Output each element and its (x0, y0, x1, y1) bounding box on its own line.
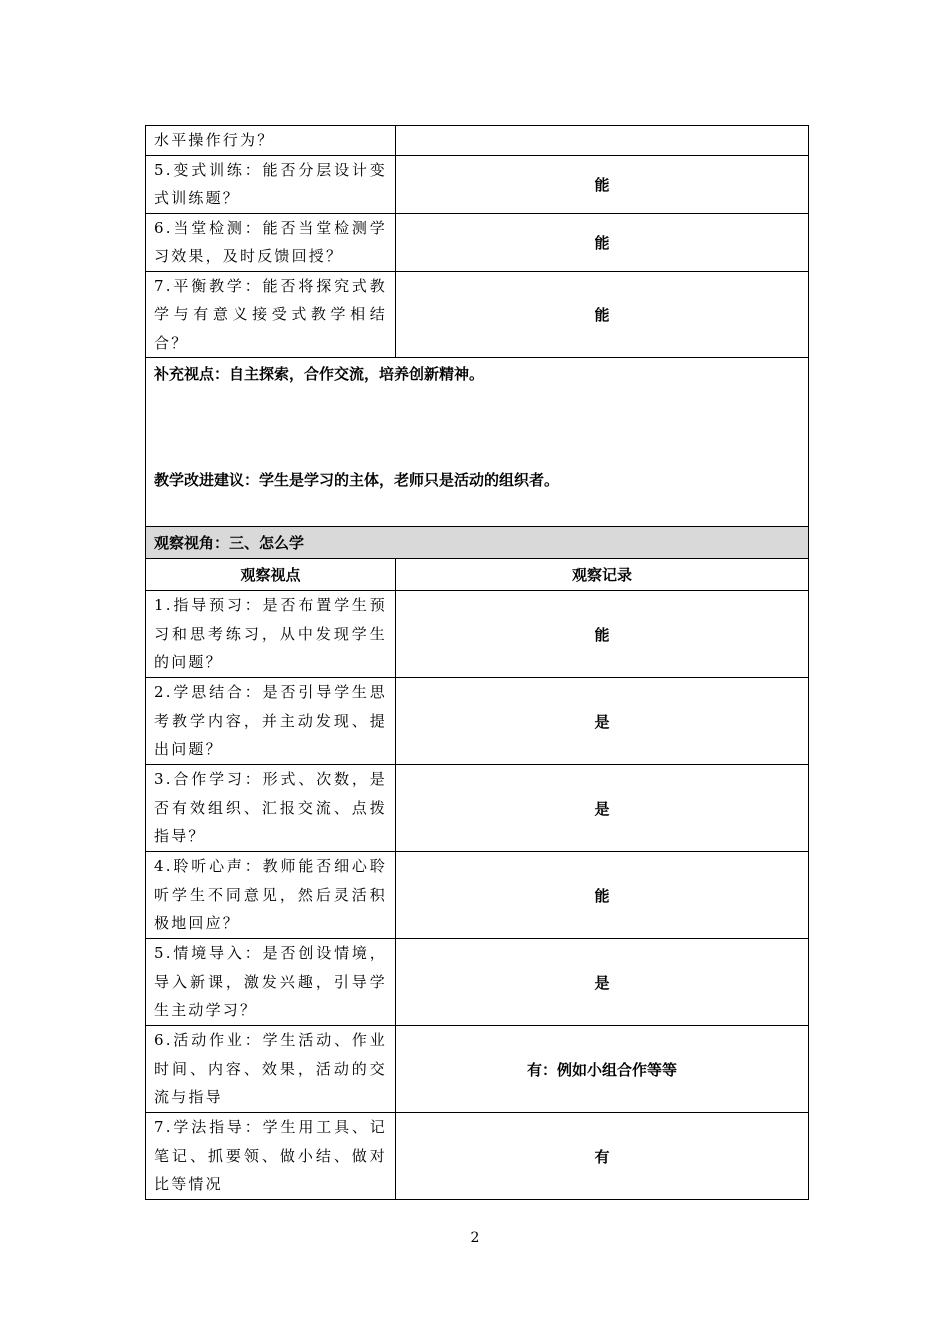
table-row (146, 126, 809, 156)
table-row (146, 678, 809, 765)
table-row (146, 591, 809, 678)
table-row (146, 939, 809, 1026)
observation-point-cell: 5.情境导入：是否创设情境，导入新课，激发兴趣，引导学生主动学习？ (146, 939, 396, 1026)
observation-record-cell: 有 (396, 1113, 809, 1200)
table-row (146, 1026, 809, 1113)
column-header-record: 观察记录 (396, 559, 809, 591)
observation-point-cell: 水平操作行为？ (146, 126, 396, 156)
section-header-row (146, 527, 809, 559)
table-row (146, 1113, 809, 1200)
observation-point-cell: 6.当堂检测：能否当堂检测学习效果，及时反馈回授？ (146, 213, 396, 271)
observation-point-cell: 1.指导预习：是否布置学生预习和思考练习，从中发现学生的问题？ (146, 591, 396, 678)
observation-point-cell: 3.合作学习：形式、次数，是否有效组织、汇报交流、点拨指导？ (146, 765, 396, 852)
observation-record-cell (396, 126, 809, 156)
observation-record-cell: 能 (396, 591, 809, 678)
observation-record-cell: 有：例如小组合作等等 (396, 1026, 809, 1113)
column-header-row (146, 559, 809, 591)
observation-table (145, 125, 809, 1200)
observation-point-cell: 5.变式训练：能否分层设计变式训练题？ (146, 155, 396, 213)
observation-record-cell: 能 (396, 155, 809, 213)
supplement-note: 补充视点：自主探索，合作交流，培养创新精神。 (154, 365, 485, 383)
observation-point-cell: 7.平衡教学：能否将探究式教学与有意义接受式教学相结合？ (146, 271, 396, 358)
page-number: 2 (470, 1230, 480, 1246)
observation-record-cell: 能 (396, 852, 809, 939)
observation-record-cell: 是 (396, 939, 809, 1026)
improvement-suggestion: 教学改进建议：学生是学习的主体，老师只是活动的组织者。 (154, 471, 560, 489)
observation-point-cell: 4.聆听心声：教师能否细心聆听学生不同意见，然后灵活积极地回应？ (146, 852, 396, 939)
section-title: 观察视角：三、怎么学 (146, 527, 809, 559)
observation-point-cell: 6.活动作业：学生活动、作业时间、内容、效果，活动的交流与指导 (146, 1026, 396, 1113)
notes-cell (146, 358, 809, 527)
observation-record-cell: 能 (396, 271, 809, 358)
table-row (146, 852, 809, 939)
observation-record-cell: 能 (396, 213, 809, 271)
table-row (146, 765, 809, 852)
notes-row (146, 358, 809, 527)
observation-point-cell: 2.学思结合：是否引导学生思考教学内容，并主动发现、提出问题？ (146, 678, 396, 765)
table-row (146, 271, 809, 358)
table-row (146, 213, 809, 271)
observation-record-cell: 是 (396, 765, 809, 852)
observation-point-cell: 7.学法指导：学生用工具、记笔记、抓要领、做小结、做对比等情况 (146, 1113, 396, 1200)
observation-record-cell: 是 (396, 678, 809, 765)
table-row (146, 155, 809, 213)
column-header-point: 观察视点 (146, 559, 396, 591)
